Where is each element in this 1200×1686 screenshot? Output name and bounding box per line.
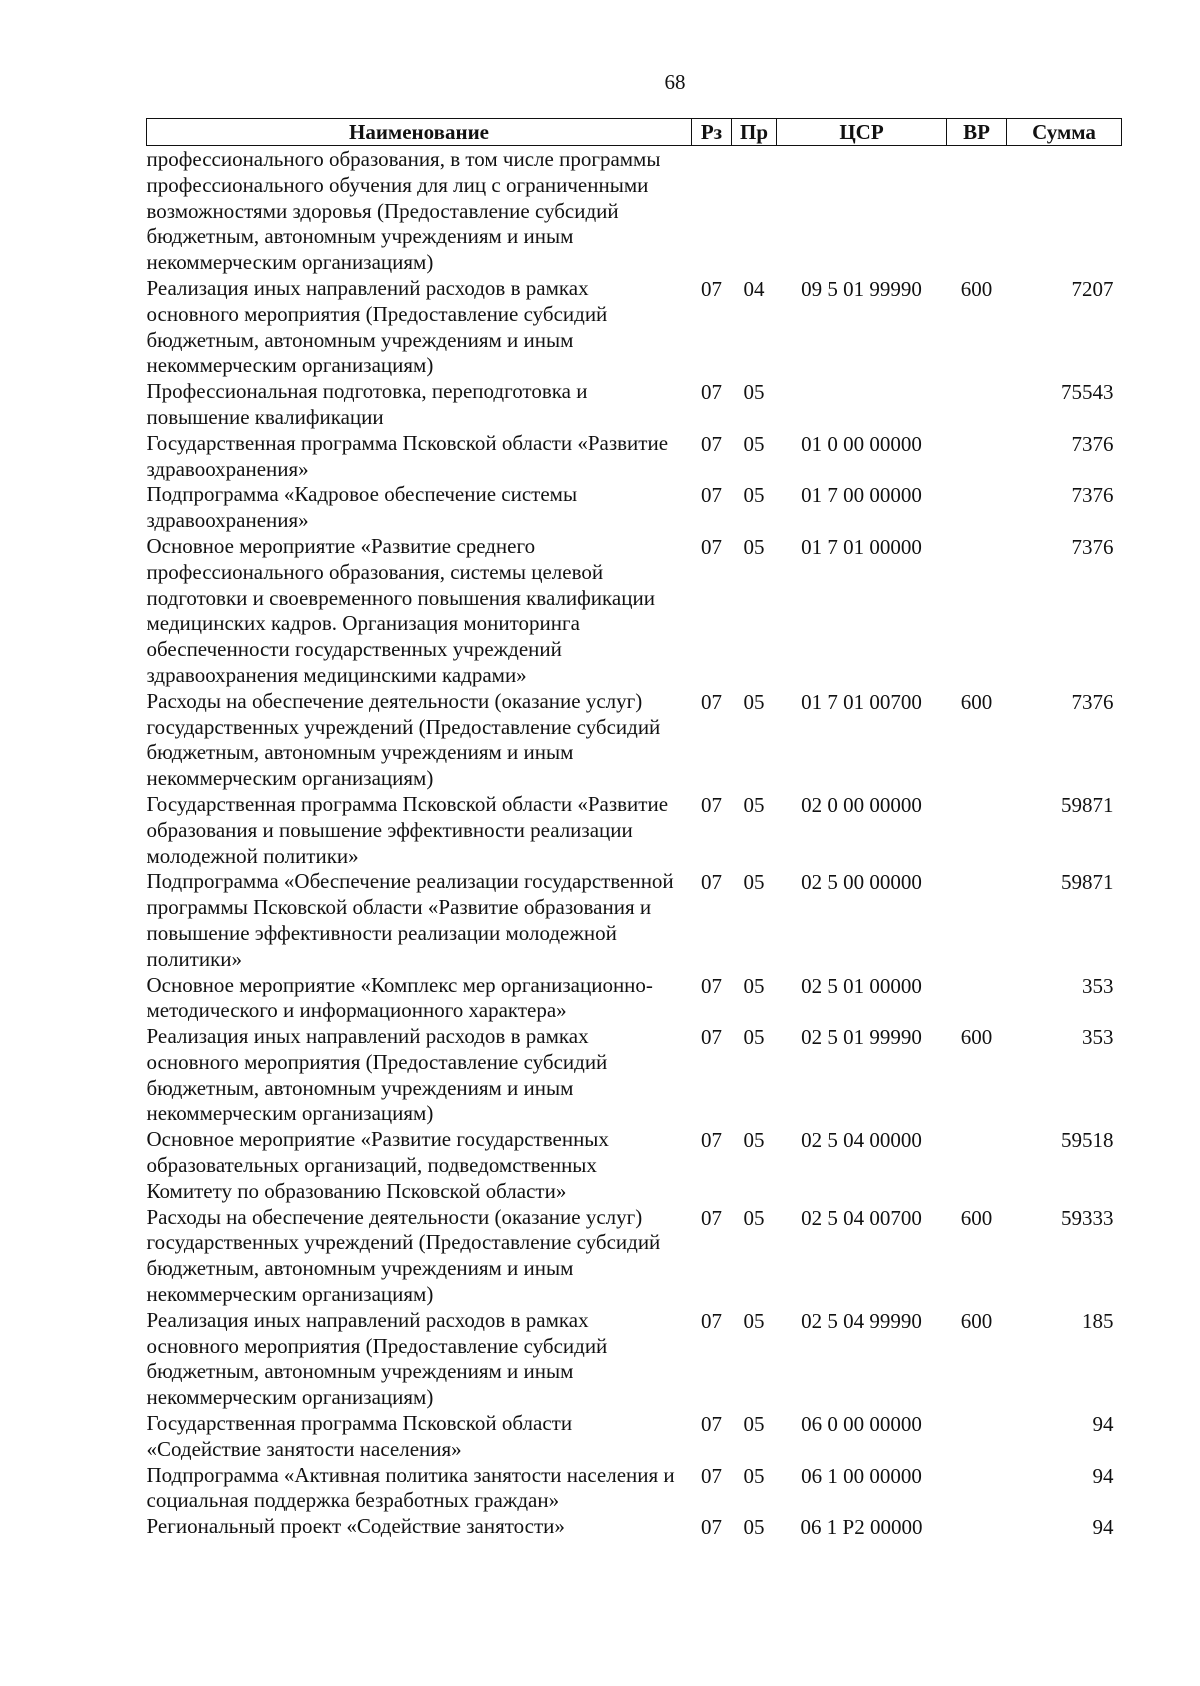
cell-rz: 07: [701, 276, 722, 301]
header-vr: ВР: [947, 119, 1007, 146]
budget-table-container: [146, 118, 1121, 1541]
cell-pr: 05: [743, 483, 765, 508]
table-row: [147, 1024, 1122, 1127]
cell-rz: 07: [701, 1205, 722, 1230]
cell-name: Региональный проект «Содействие занятости»: [146, 1514, 565, 1539]
cell-sum: 75543: [1061, 380, 1114, 405]
cell-pr: 05: [743, 431, 765, 456]
header-rz: Рз: [692, 119, 732, 146]
cell-name: Реализация иных направлений расходов в рамках основного мероприятия (Предоставление субсидий бюджетным, автономным учреждениям и иным некоммерческим организациям): [146, 1307, 608, 1410]
cell-sum: 7207: [1071, 276, 1114, 301]
cell-pr: 05: [743, 1205, 765, 1230]
cell-sum: 59333: [1061, 1205, 1114, 1230]
cell-csr: 01 0 00 00000: [801, 431, 922, 456]
cell-vr: [947, 869, 1007, 972]
cell-vr: [947, 1127, 1007, 1204]
cell-pr: 05: [743, 870, 765, 895]
cell-pr: 05: [743, 1463, 765, 1488]
cell-csr: [777, 379, 947, 431]
cell-name: Государственная программа Псковской области «Развитие образования и повышение эффективности реализации молодежной политики»: [146, 791, 669, 868]
cell-vr: [947, 1411, 1007, 1463]
table-row: [147, 973, 1122, 1025]
header-pr: Пр: [732, 119, 777, 146]
cell-csr: 01 7 01 00000: [801, 534, 922, 559]
cell-rz: 07: [701, 792, 722, 817]
cell-rz: 07: [701, 534, 722, 559]
cell-rz: 07: [701, 689, 722, 714]
cell-vr: 600: [960, 276, 993, 301]
cell-name: Основное мероприятие «Развитие среднего профессионального образования, системы целевой подготовки и своевременного повышения квалификации медицинских кадров. Организация мониторинга обеспеченности государственных учреждений здравоохранения медицинскими кадрами»: [146, 533, 655, 687]
page-number: 68: [664, 70, 686, 94]
cell-vr: [947, 379, 1007, 431]
table-row: [147, 276, 1122, 379]
cell-vr: [947, 1463, 1007, 1515]
cell-rz: [692, 146, 732, 276]
cell-rz: 07: [701, 1128, 722, 1153]
cell-sum: 94: [1092, 1515, 1114, 1540]
cell-sum: 7376: [1071, 483, 1114, 508]
cell-csr: 06 0 00 00000: [801, 1412, 922, 1437]
cell-name: Подпрограмма «Обеспечение реализации государственной программы Псковской области «Развитие образования и повышение эффективности реализации молодежной политики»: [146, 869, 674, 971]
cell-name: Основное мероприятие «Комплекс мер организационно-методического и информационного характера»: [146, 972, 653, 1023]
cell-name: Государственная программа Псковской области «Развитие здравоохранения»: [146, 430, 669, 481]
table-row: [147, 1308, 1122, 1411]
cell-sum: 59518: [1061, 1128, 1114, 1153]
cell-name: Подпрограмма «Кадровое обеспечение системы здравоохранения»: [146, 482, 578, 533]
cell-vr: 600: [960, 689, 993, 714]
cell-name: Расходы на обеспечение деятельности (оказание услуг) государственных учреждений (Предоставление субсидий бюджетным, автономным учреждениям и иным некоммерческим организациям): [146, 1204, 661, 1307]
cell-pr: 05: [743, 1025, 765, 1050]
cell-name: Реализация иных направлений расходов в рамках основного мероприятия (Предоставление субсидий бюджетным, автономным учреждениям и иным некоммерческим организациям): [146, 275, 608, 378]
cell-sum: 7376: [1071, 534, 1114, 559]
table-row: [147, 792, 1122, 869]
cell-name: Профессиональная подготовка, переподготовка и повышение квалификации: [146, 379, 588, 429]
cell-pr: 05: [743, 1515, 765, 1540]
cell-pr: 05: [743, 792, 765, 817]
cell-csr: 06 1 00 00000: [801, 1463, 922, 1488]
header-sum: Сумма: [1007, 119, 1122, 146]
cell-name: Государственная программа Псковской области «Содействие занятости населения»: [146, 1411, 573, 1461]
table-row: [147, 431, 1122, 483]
cell-vr: [947, 534, 1007, 689]
cell-name: профессионального образования, в том числе программы профессионального обучения для лиц с ограниченными возможностями здоровья (Предоставление субсидий бюджетным, автономным учреждениям и иным некоммерческим организациям): [146, 147, 661, 275]
cell-sum: 353: [1082, 973, 1114, 998]
cell-name: Реализация иных направлений расходов в рамках основного мероприятия (Предоставление субсидий бюджетным, автономным учреждениям и иным некоммерческим организациям): [146, 1024, 608, 1126]
cell-rz: 07: [701, 1025, 722, 1050]
table-row: [147, 1205, 1122, 1308]
cell-vr: [947, 1514, 1007, 1541]
cell-sum: 7376: [1071, 431, 1114, 456]
cell-sum: 7376: [1071, 689, 1114, 714]
cell-csr: 02 5 01 99990: [801, 1025, 922, 1050]
cell-csr: 06 1 P2 00000: [800, 1515, 923, 1540]
cell-rz: 07: [701, 1412, 722, 1437]
header-name: Наименование: [147, 119, 692, 146]
cell-sum: 94: [1092, 1412, 1114, 1437]
table-row: [147, 869, 1122, 972]
budget-table: [146, 118, 1122, 1541]
table-row: [147, 482, 1122, 534]
table-header: [147, 119, 1122, 146]
table-row: [147, 1127, 1122, 1204]
cell-vr: 600: [960, 1205, 993, 1230]
cell-csr: 01 7 01 00700: [801, 689, 922, 714]
cell-csr: 02 5 04 00700: [801, 1205, 922, 1230]
cell-vr: [947, 792, 1007, 869]
header-csr: ЦСР: [777, 119, 947, 146]
cell-name: Подпрограмма «Активная политика занятости населения и социальная поддержка безработных граждан»: [146, 1462, 675, 1513]
cell-pr: [732, 146, 777, 276]
table-row: [147, 379, 1122, 431]
table-body: [147, 146, 1122, 1542]
cell-pr: 05: [743, 689, 765, 714]
cell-csr: [777, 146, 947, 276]
cell-vr: 600: [960, 1308, 993, 1333]
table-row: [147, 1411, 1122, 1463]
cell-pr: 05: [743, 1128, 765, 1153]
cell-csr: 02 0 00 00000: [801, 792, 922, 817]
cell-pr: 05: [743, 1308, 765, 1333]
cell-rz: 07: [701, 1463, 722, 1488]
cell-pr: 05: [743, 1412, 765, 1437]
cell-sum: [1007, 146, 1122, 276]
cell-vr: [947, 973, 1007, 1025]
cell-vr: [947, 482, 1007, 534]
cell-pr: 05: [743, 973, 765, 998]
cell-sum: 185: [1082, 1308, 1114, 1333]
cell-name: Расходы на обеспечение деятельности (оказание услуг) государственных учреждений (Предоставление субсидий бюджетным, автономным учреждениям и иным некоммерческим организациям): [146, 688, 661, 791]
table-row: [147, 1463, 1122, 1515]
cell-csr: 01 7 00 00000: [801, 483, 922, 508]
cell-vr: [947, 146, 1007, 276]
cell-rz: 07: [701, 1515, 722, 1540]
cell-sum: 59871: [1061, 792, 1114, 817]
cell-vr: [947, 431, 1007, 483]
cell-rz: 07: [701, 870, 722, 895]
cell-rz: 07: [701, 431, 722, 456]
cell-csr: 02 5 04 00000: [801, 1128, 922, 1153]
cell-rz: 07: [701, 973, 722, 998]
cell-sum: 94: [1092, 1463, 1114, 1488]
cell-rz: 07: [701, 1308, 722, 1333]
cell-csr: 09 5 01 99990: [801, 276, 922, 301]
cell-pr: 05: [743, 534, 765, 559]
table-row: [147, 146, 1122, 276]
cell-sum: 59871: [1061, 870, 1114, 895]
cell-rz: 07: [701, 380, 722, 405]
cell-vr: 600: [960, 1025, 993, 1050]
cell-name: Основное мероприятие «Развитие государственных образовательных организаций, подведомственных Комитету по образованию Псковской области»: [146, 1127, 609, 1203]
table-row: [147, 689, 1122, 792]
cell-pr: 04: [743, 276, 765, 301]
cell-csr: 02 5 00 00000: [801, 870, 922, 895]
cell-sum: 353: [1082, 1025, 1114, 1050]
table-row: [147, 1514, 1122, 1541]
cell-rz: 07: [701, 483, 722, 508]
header-row: [147, 119, 1122, 146]
cell-csr: 02 5 04 99990: [801, 1308, 922, 1333]
cell-pr: 05: [743, 380, 765, 405]
table-row: [147, 534, 1122, 689]
cell-csr: 02 5 01 00000: [801, 973, 922, 998]
